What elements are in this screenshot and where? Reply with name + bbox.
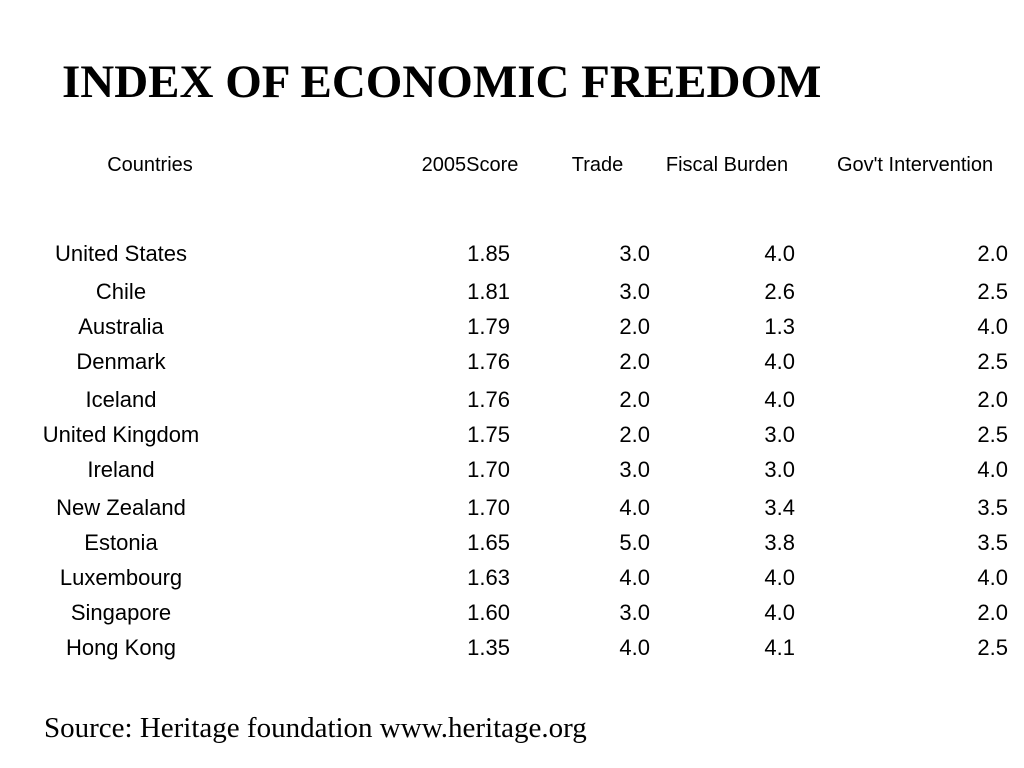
table-cell-trade: 2.0 [619,387,650,412]
table-cell-trade: 3.0 [619,457,650,482]
column-header-trade: Trade [571,154,624,176]
table-cell-score-2005: 1.60 [467,600,510,625]
table-cell-govt-intervention: 2.0 [977,241,1008,266]
table-cell-country: New Zealand [56,495,186,520]
table-cell-country: Chile [95,279,147,304]
table-cell-score-2005: 1.76 [467,387,510,412]
table-cell-country: Singapore [70,600,172,625]
column-header-govt-intervention: Gov't Intervention [836,154,994,176]
table-cell-country: Denmark [76,349,166,374]
table-cell-fiscal-burden: 4.1 [764,635,795,660]
source-note: Source: Heritage foundation www.heritage.org [44,712,587,744]
table-cell-govt-intervention: 2.0 [977,600,1008,625]
table-cell-fiscal-burden: 4.0 [764,387,795,412]
table-cell-score-2005: 1.35 [467,635,510,660]
table-cell-country: Luxembourg [59,565,183,590]
table-cell-country: Ireland [87,457,155,482]
table-cell-trade: 5.0 [619,530,650,555]
table-cell-fiscal-burden: 4.0 [764,349,795,374]
table-cell-score-2005: 1.65 [467,530,510,555]
table-cell-govt-intervention: 3.5 [977,495,1008,520]
table-cell-govt-intervention: 2.5 [977,422,1008,447]
table-cell-fiscal-burden: 3.4 [764,495,795,520]
table-cell-trade: 3.0 [619,600,650,625]
table-cell-fiscal-burden: 2.6 [764,279,795,304]
table-cell-score-2005: 1.70 [467,495,510,520]
table-cell-trade: 3.0 [619,279,650,304]
table-cell-country: Hong Kong [65,635,177,660]
table-cell-fiscal-burden: 3.0 [764,422,795,447]
table-cell-country: Iceland [85,387,157,412]
column-header-fiscal-burden: Fiscal Burden [665,154,789,176]
table-cell-score-2005: 1.63 [467,565,510,590]
column-header-score-2005: 2005Score [421,154,519,176]
table-cell-trade: 3.0 [619,241,650,266]
table-cell-trade: 4.0 [619,495,650,520]
table-cell-fiscal-burden: 4.0 [764,241,795,266]
column-header-country: Countries [107,154,193,176]
table-cell-govt-intervention: 2.5 [977,279,1008,304]
table-cell-country: United States [54,241,188,266]
table-cell-trade: 2.0 [619,314,650,339]
table-cell-fiscal-burden: 4.0 [764,565,795,590]
table-cell-score-2005: 1.75 [467,422,510,447]
table-cell-govt-intervention: 3.5 [977,530,1008,555]
table-cell-trade: 2.0 [619,349,650,374]
table-cell-trade: 4.0 [619,635,650,660]
table-cell-govt-intervention: 4.0 [977,314,1008,339]
table-cell-score-2005: 1.76 [467,349,510,374]
table-cell-fiscal-burden: 3.0 [764,457,795,482]
slide-title: INDEX OF ECONOMIC FREEDOM [62,56,822,108]
table-cell-fiscal-burden: 4.0 [764,600,795,625]
table-cell-govt-intervention: 2.5 [977,349,1008,374]
table-cell-country: United Kingdom [42,422,200,447]
table-cell-fiscal-burden: 1.3 [764,314,795,339]
table-cell-govt-intervention: 4.0 [977,565,1008,590]
table-cell-govt-intervention: 2.0 [977,387,1008,412]
table-cell-score-2005: 1.70 [467,457,510,482]
table-cell-trade: 4.0 [619,565,650,590]
table-cell-govt-intervention: 2.5 [977,635,1008,660]
table-cell-fiscal-burden: 3.8 [764,530,795,555]
table-cell-score-2005: 1.79 [467,314,510,339]
table-cell-score-2005: 1.85 [467,241,510,266]
table-cell-country: Australia [78,314,164,339]
table-cell-score-2005: 1.81 [467,279,510,304]
table-cell-country: Estonia [84,530,158,555]
table-cell-govt-intervention: 4.0 [977,457,1008,482]
table-cell-trade: 2.0 [619,422,650,447]
